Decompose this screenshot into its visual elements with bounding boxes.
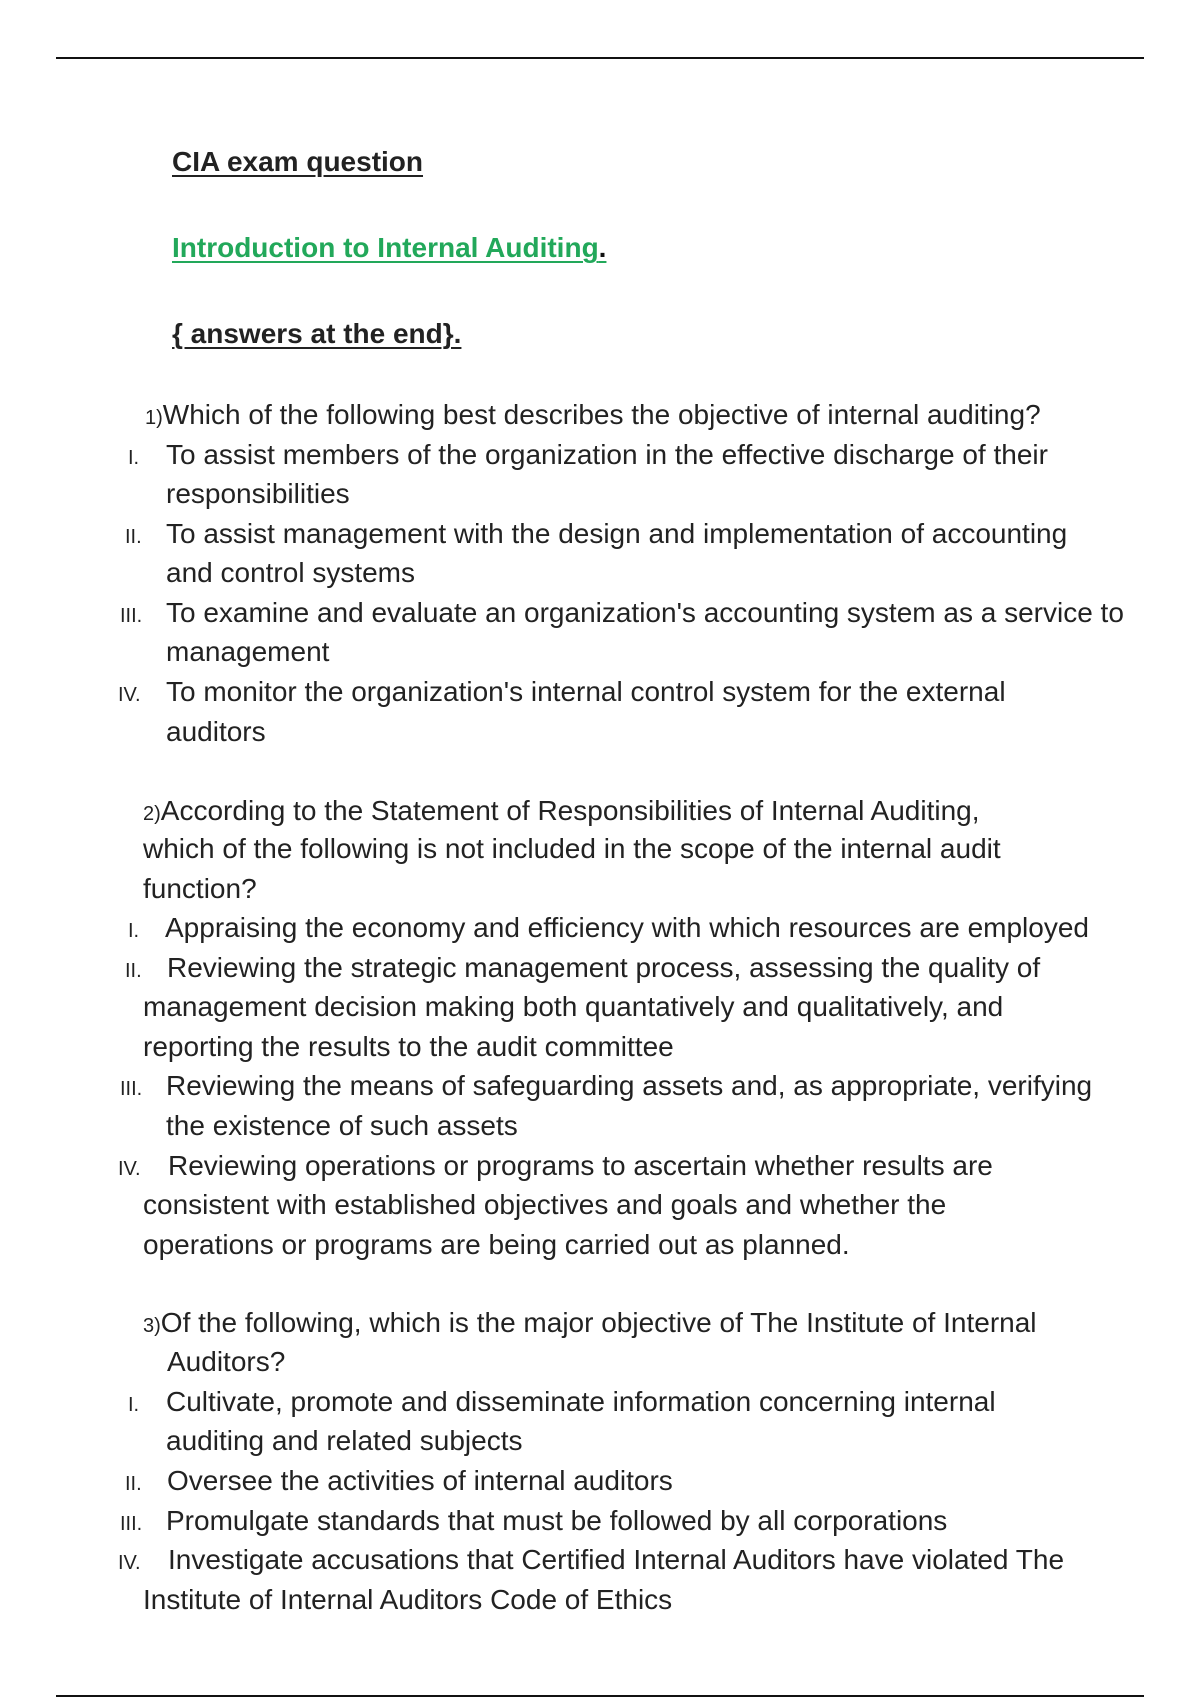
- question-2-line-3: function?: [143, 873, 257, 904]
- q1-option-4-line-2: auditors: [166, 716, 266, 747]
- q2-option-1-numeral: I.: [128, 920, 140, 942]
- q3-option-3-numeral: III.: [120, 1513, 143, 1535]
- question-3-line-2: Auditors?: [167, 1346, 286, 1377]
- q3-option-2-numeral: II.: [125, 1473, 142, 1495]
- question-3-line-1: 3)Of the following, which is the major objective of The Institute of Internal: [143, 1307, 1037, 1338]
- section-heading: [172, 232, 606, 264]
- q1-option-4-line-1: To monitor the organization's internal control system for the external: [166, 676, 1006, 707]
- document-title: CIA exam question: [172, 146, 424, 177]
- q2-option-4-line-2: consistent with established objectives and goals and whether the: [143, 1189, 947, 1220]
- q3-option-3-line-1: Promulgate standards that must be followed by all corporations: [166, 1505, 948, 1536]
- q3-option-4-numeral: IV.: [118, 1552, 141, 1574]
- q2-option-3-line-1: Reviewing the means of safeguarding assets and, as appropriate, verifying: [166, 1070, 1093, 1101]
- q2-option-4-line-1: Reviewing operations or programs to ascertain whether results are: [168, 1150, 993, 1181]
- question-2-line-1: 2)According to the Statement of Responsibilities of Internal Auditing,: [143, 795, 980, 826]
- question-2-number: 2): [143, 803, 161, 825]
- q1-option-1-line-2: responsibilities: [166, 478, 350, 509]
- q2-option-4-line-3: operations or programs are being carried out as planned.: [143, 1229, 850, 1260]
- q1-option-3-line-2: management: [166, 636, 330, 667]
- q2-option-2-line-1: Reviewing the strategic management process, assessing the quality of: [167, 952, 1041, 983]
- q1-option-2-line-1: To assist management with the design and implementation of accounting: [166, 518, 1068, 549]
- q3-option-1-line-2: auditing and related subjects: [166, 1425, 523, 1456]
- q3-option-2-line-1: Oversee the activities of internal auditors: [167, 1465, 673, 1496]
- q3-option-1-numeral: I.: [128, 1394, 140, 1416]
- q2-option-1-line-1: Appraising the economy and efficiency with which resources are employed: [165, 912, 1089, 943]
- q2-option-2-numeral: II.: [125, 960, 142, 982]
- q3-option-4-line-2: Institute of Internal Auditors Code of Ethics: [143, 1584, 673, 1615]
- section-heading-period: .: [598, 232, 607, 263]
- answers-note: { answers at the end}.: [172, 318, 462, 349]
- q2-option-2-line-3: reporting the results to the audit committee: [143, 1031, 674, 1062]
- q2-option-2-line-2: management decision making both quantatively and qualitatively, and: [143, 991, 1004, 1022]
- question-1-line-1: 1)Which of the following best describes the objective of internal auditing?: [145, 399, 1041, 430]
- question-2-line-2: which of the following is not included in the scope of the internal audit: [143, 833, 1001, 864]
- q3-option-1-line-1: Cultivate, promote and disseminate information concerning internal: [166, 1386, 996, 1417]
- top-rule: [56, 57, 1144, 59]
- q1-option-4-numeral: IV.: [118, 684, 141, 706]
- q2-option-3-line-2: the existence of such assets: [166, 1110, 518, 1141]
- question-3-number: 3): [143, 1315, 161, 1337]
- q1-option-3-line-1: To examine and evaluate an organization's accounting system as a service to: [166, 597, 1124, 628]
- q1-option-3-numeral: III.: [120, 605, 143, 627]
- q1-option-2-numeral: II.: [125, 526, 142, 548]
- bottom-rule: [56, 1695, 1144, 1697]
- q1-option-1-line-1: To assist members of the organization in the effective discharge of their: [166, 439, 1048, 470]
- q3-option-4-line-1: Investigate accusations that Certified Internal Auditors have violated The: [168, 1544, 1065, 1575]
- q1-option-1-numeral: I.: [128, 447, 140, 469]
- q1-option-2-line-2: and control systems: [166, 557, 415, 588]
- q2-option-3-numeral: III.: [120, 1078, 143, 1100]
- q2-option-4-numeral: IV.: [118, 1158, 141, 1180]
- question-1-number: 1): [145, 407, 163, 429]
- section-heading-text: Introduction to Internal Auditing: [172, 232, 599, 263]
